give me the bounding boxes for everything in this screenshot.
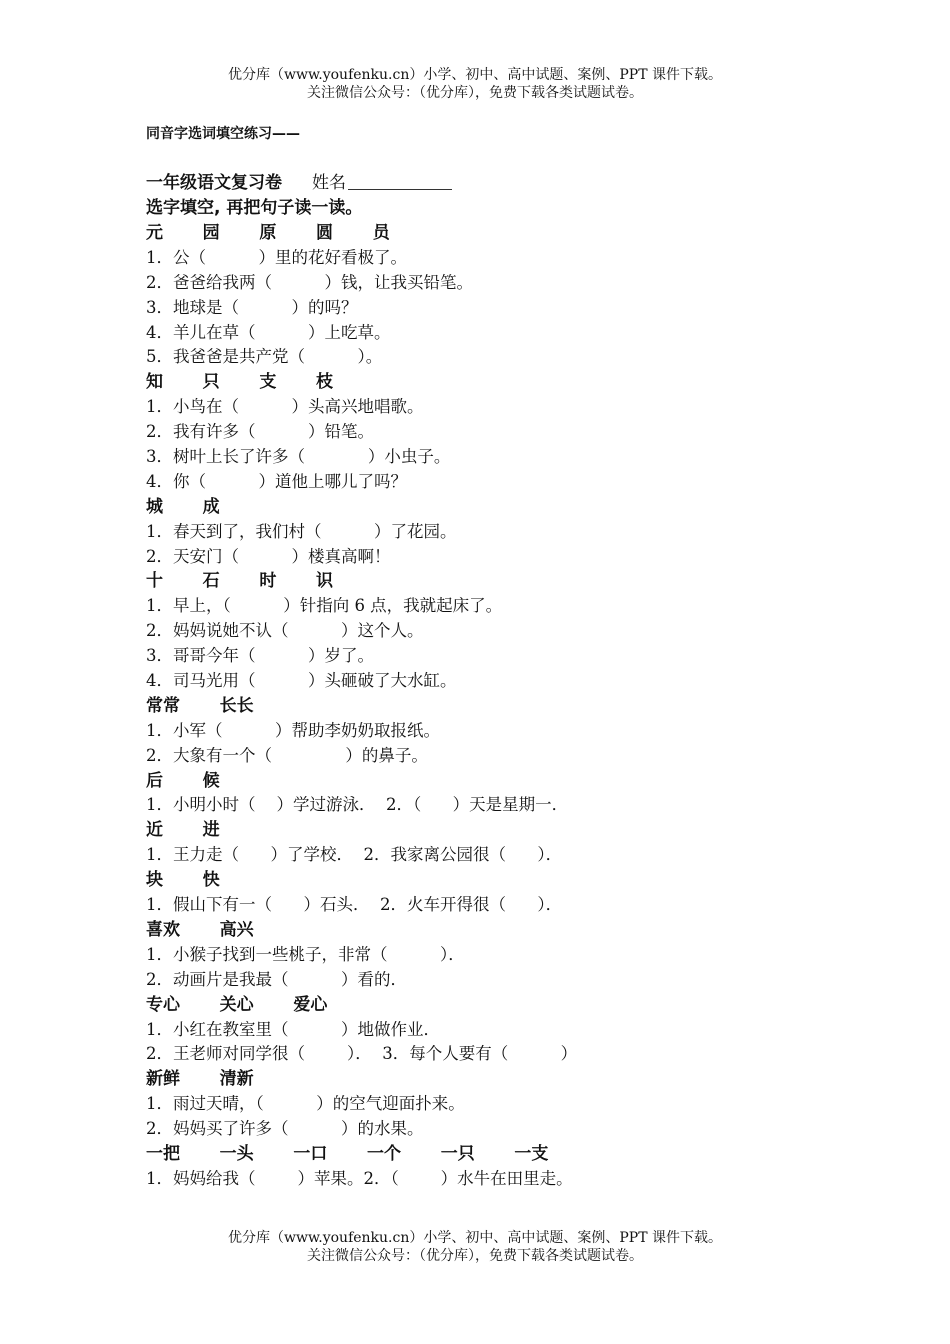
- exercise-line: 2．大象有一个（ ）的鼻子。: [146, 745, 428, 765]
- exercise-line: 2．王老师对同学很（ ）． 3．每个人要有（ ）: [146, 1044, 578, 1064]
- exercise-line: 4．司马光用（ ）头砸破了大水缸。: [146, 671, 457, 691]
- exercise-line: 4．你（ ）道他上哪儿了吗？: [146, 471, 407, 491]
- name-field[interactable]: [348, 171, 452, 190]
- exercise-line: 2．爸爸给我两（ ）钱，让我买铅笔。: [146, 272, 473, 292]
- word-group-heading: 喜欢 高兴: [146, 919, 254, 940]
- exercise-line: 1．小鸟在（ ）头高兴地唱歌。: [146, 397, 424, 417]
- exercise-line: 1．小明小时（ ）学过游泳． 2．（ ）天是星期一．: [146, 795, 569, 815]
- page-footer: [0, 1229, 950, 1265]
- word-group-heading: 专心 关心 爱心: [146, 994, 328, 1015]
- exercise-line: 2．动画片是我最（ ）看的．: [146, 969, 407, 989]
- word-group-heading: 一把 一头 一口 一个 一只 一支: [146, 1143, 549, 1164]
- exercise-line: 1．公（ ）里的花好看极了。: [146, 247, 407, 267]
- exercise-line: 2．我有许多（ ）铅笔。: [146, 422, 374, 442]
- word-group-heading: 十 石 时 识: [146, 571, 334, 592]
- instruction: 选字填空, 再把句子读一读。: [146, 198, 363, 218]
- exercise-line: 3．树叶上长了许多（ ）小虫子。: [146, 447, 451, 467]
- word-group-heading: 知 只 支 枝: [146, 372, 334, 393]
- word-group-heading: 后 候: [146, 770, 220, 791]
- spacer: [146, 144, 866, 170]
- exercise-line: 3．哥哥今年（ ）岁了。: [146, 646, 374, 666]
- subtitle: 同音字选词填空练习——: [146, 126, 300, 142]
- word-group-heading: 元 园 原 圆 员: [146, 223, 390, 243]
- header-line-2: 关注微信公众号：（优分库），免费下载各类试题试卷。: [307, 85, 643, 101]
- page-title: 一年级语文复习卷: [146, 173, 282, 193]
- page-header: [0, 66, 950, 102]
- exercise-line: 2．妈妈买了许多（ ）的水果。: [146, 1119, 424, 1139]
- word-group-heading: 新鲜 清新: [146, 1069, 254, 1090]
- header-line-1: 优分库（www.youfenku.cn）小学、初中、高中试题、案例、PPT 课件下载。: [227, 67, 722, 83]
- exercise-line: 4．羊儿在草（ ）上吃草。: [146, 322, 391, 342]
- word-group-heading: 城 成: [146, 496, 220, 517]
- word-group-heading: 块 快: [146, 870, 220, 891]
- exercise-line: 1．春天到了，我们村（ ）了花园。: [146, 521, 457, 541]
- exercise-line: 1．妈妈给我（ ）苹果。2．（ ）水牛在田里走。: [146, 1168, 573, 1188]
- exercise-line: 1．小军（ ）帮助李奶奶取报纸。: [146, 720, 440, 740]
- footer-line-1: 优分库（www.youfenku.cn）小学、初中、高中试题、案例、PPT 课件下载。: [227, 1230, 722, 1246]
- word-group-heading: 近 进: [146, 820, 220, 841]
- exercise-line: 1．小猴子找到一些桃子，非常（ ）．: [146, 944, 465, 964]
- word-group-heading: 常常 长长: [146, 695, 254, 716]
- footer-line-2: 关注微信公众号：（优分库），免费下载各类试题试卷。: [307, 1248, 643, 1264]
- exercise-line: 3．地球是（ ）的吗？: [146, 297, 358, 317]
- exercise-line: 5．我爸爸是共产党（ ）。: [146, 347, 383, 367]
- exercise-groups: [146, 221, 866, 1192]
- worksheet: [146, 124, 866, 1192]
- exercise-line: 1．雨过天晴，（ ）的空气迎面扑来。: [146, 1094, 465, 1114]
- exercise-line: 2．天安门（ ）楼真高啊！: [146, 546, 391, 566]
- exercise-line: 1．小红在教室里（ ）地做作业．: [146, 1019, 440, 1039]
- exercise-line: 1．王力走（ ）了学校． 2．我家离公园很（ ）．: [146, 845, 563, 865]
- exercise-line: 1．早上，（ ）针指向 6 点，我就起床了。: [146, 596, 503, 616]
- exercise-line: 1．假山下有一（ ）石头． 2．火车开得很（ ）．: [146, 895, 563, 915]
- name-label: 姓名: [312, 173, 346, 193]
- title-row: [146, 170, 866, 196]
- exercise-line: 2．妈妈说她不认（ ）这个人。: [146, 621, 424, 641]
